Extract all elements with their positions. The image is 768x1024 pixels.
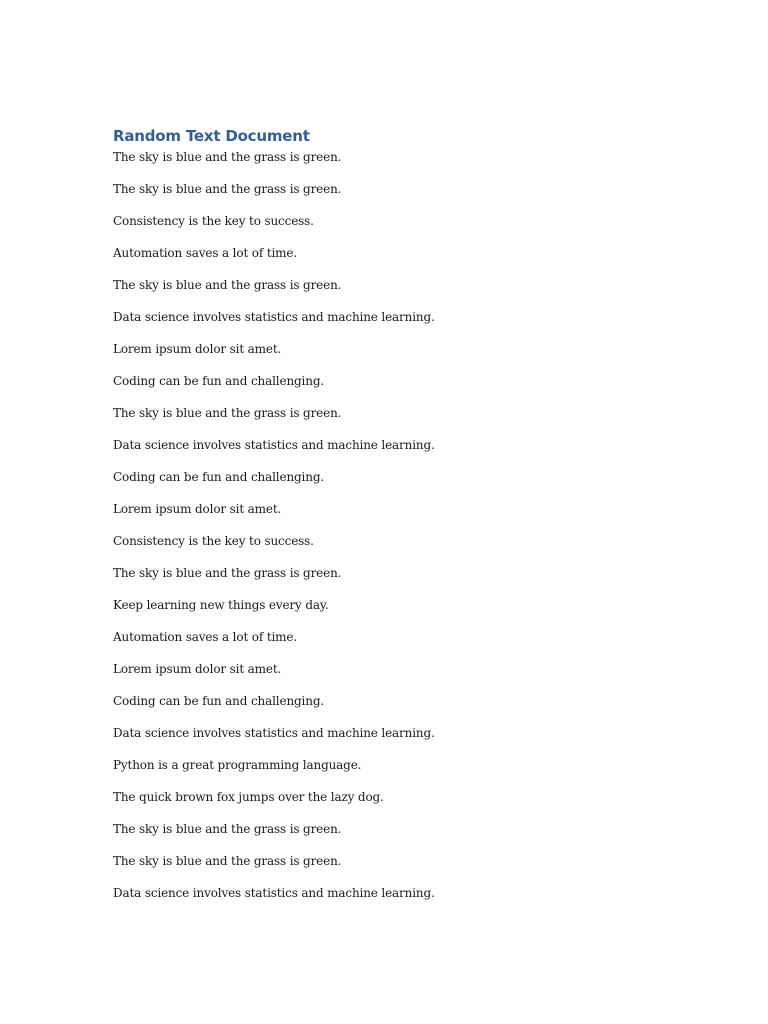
paragraph: The sky is blue and the grass is green. — [113, 566, 342, 580]
paragraph: The sky is blue and the grass is green. — [113, 150, 342, 164]
paragraph: Coding can be fun and challenging. — [113, 374, 325, 388]
paragraph: Lorem ipsum dolor sit amet. — [113, 502, 282, 516]
paragraph: The sky is blue and the grass is green. — [113, 278, 342, 292]
paragraph: Lorem ipsum dolor sit amet. — [113, 342, 282, 356]
paragraph: The quick brown fox jumps over the lazy dog. — [113, 790, 384, 804]
paragraph: Coding can be fun and challenging. — [113, 694, 325, 708]
paragraph: Data science involves statistics and machine learning. — [113, 886, 435, 900]
paragraph: Data science involves statistics and machine learning. — [113, 438, 435, 452]
paragraph-list — [113, 148, 673, 916]
paragraph: The sky is blue and the grass is green. — [113, 182, 342, 196]
paragraph: The sky is blue and the grass is green. — [113, 854, 342, 868]
paragraph: Data science involves statistics and machine learning. — [113, 310, 435, 324]
paragraph: Keep learning new things every day. — [113, 598, 329, 612]
paragraph: Consistency is the key to success. — [113, 534, 314, 548]
paragraph: Data science involves statistics and machine learning. — [113, 726, 435, 740]
paragraph: Consistency is the key to success. — [113, 214, 314, 228]
document-body — [113, 124, 673, 916]
paragraph: Automation saves a lot of time. — [113, 630, 298, 644]
paragraph: The sky is blue and the grass is green. — [113, 406, 342, 420]
paragraph: Automation saves a lot of time. — [113, 246, 298, 260]
paragraph: Lorem ipsum dolor sit amet. — [113, 662, 282, 676]
document-title: Random Text Document — [113, 127, 310, 145]
paragraph: Coding can be fun and challenging. — [113, 470, 325, 484]
paragraph: The sky is blue and the grass is green. — [113, 822, 342, 836]
paragraph: Python is a great programming language. — [113, 758, 362, 772]
